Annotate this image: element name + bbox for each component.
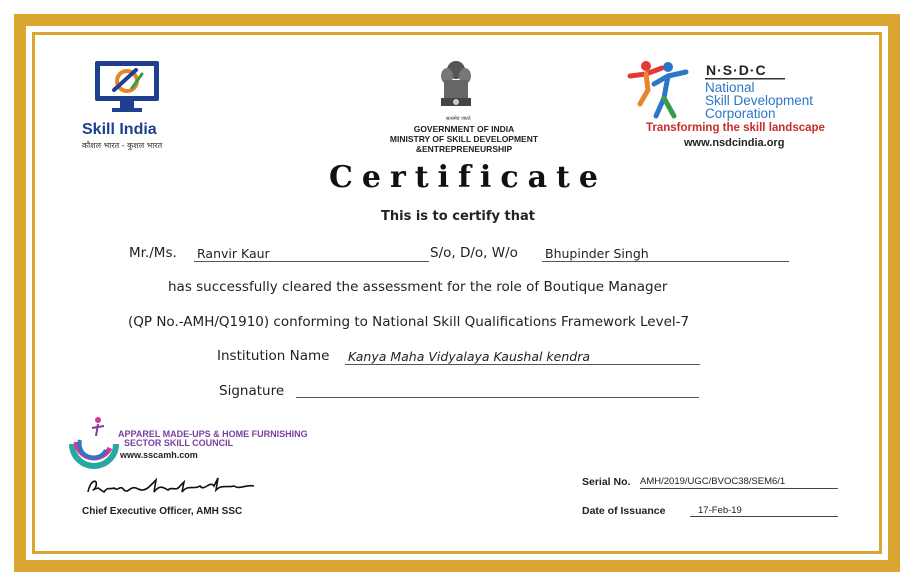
ssc-website: www.sscamh.com — [120, 450, 198, 460]
ashoka-emblem-icon — [436, 56, 476, 116]
nsdc-name-line-2: Skill Development — [705, 93, 814, 108]
signature-line — [296, 382, 699, 398]
role-statement: has successfully cleared the assessment for the role of Boutique Manager — [168, 279, 668, 295]
skill-india-monitor-icon — [92, 58, 164, 118]
date-label: Date of Issuance — [582, 505, 666, 517]
relation-label: S/o, D/o, W/o — [430, 245, 518, 261]
emblem-caption: सत्यमेव जयते — [446, 116, 471, 122]
institution-name: Kanya Maha Vidyalaya Kaushal kendra — [345, 349, 700, 365]
certificate-title: Certificate — [329, 160, 607, 195]
skill-india-subtitle: कौशल भारत - कुशल भारत — [82, 141, 163, 150]
ssc-line-1: APPAREL MADE-UPS & HOME FURNISHING — [118, 429, 308, 439]
institution-label: Institution Name — [217, 348, 330, 364]
relation-name: Bhupinder Singh — [542, 246, 789, 262]
gov-line-1: GOVERNMENT OF INDIA — [413, 124, 515, 134]
issuance-date: 17-Feb-19 — [690, 504, 838, 517]
name-label: Mr./Ms. — [129, 245, 177, 261]
nsdc-website: www.nsdcindia.org — [684, 137, 785, 149]
ssc-line-2: SECTOR SKILL COUNCIL — [124, 438, 234, 448]
serial-number: AMH/2019/UGC/BVOC38/SEM6/1 — [640, 475, 838, 489]
certify-intro: This is to certify that — [381, 209, 535, 224]
ssc-swirl-logo-icon — [66, 412, 122, 470]
handwritten-signature-icon — [84, 474, 260, 500]
signature-label: Signature — [219, 383, 285, 399]
nsdc-name-line-1: National — [705, 80, 755, 95]
nsdc-abbreviation: N·S·D·C — [706, 62, 767, 78]
nsdc-name-line-3: Corporation — [705, 106, 776, 121]
gov-line-2: MINISTRY OF SKILL DEVELOPMENT — [389, 134, 539, 144]
skill-india-title: Skill India — [82, 121, 157, 138]
qualification-statement: (QP No.-AMH/Q1910) conforming to National Skill Qualifications Framework Level-7 — [128, 314, 690, 330]
serial-label: Serial No. — [582, 476, 631, 488]
recipient-name: Ranvir Kaur — [194, 246, 429, 262]
gov-line-3: &ENTREPRENEURSHIP — [415, 144, 513, 154]
signatory-title: Chief Executive Officer, AMH SSC — [82, 506, 243, 517]
nsdc-tagline: Transforming the skill landscape — [646, 122, 825, 134]
nsdc-people-icon — [624, 58, 700, 122]
